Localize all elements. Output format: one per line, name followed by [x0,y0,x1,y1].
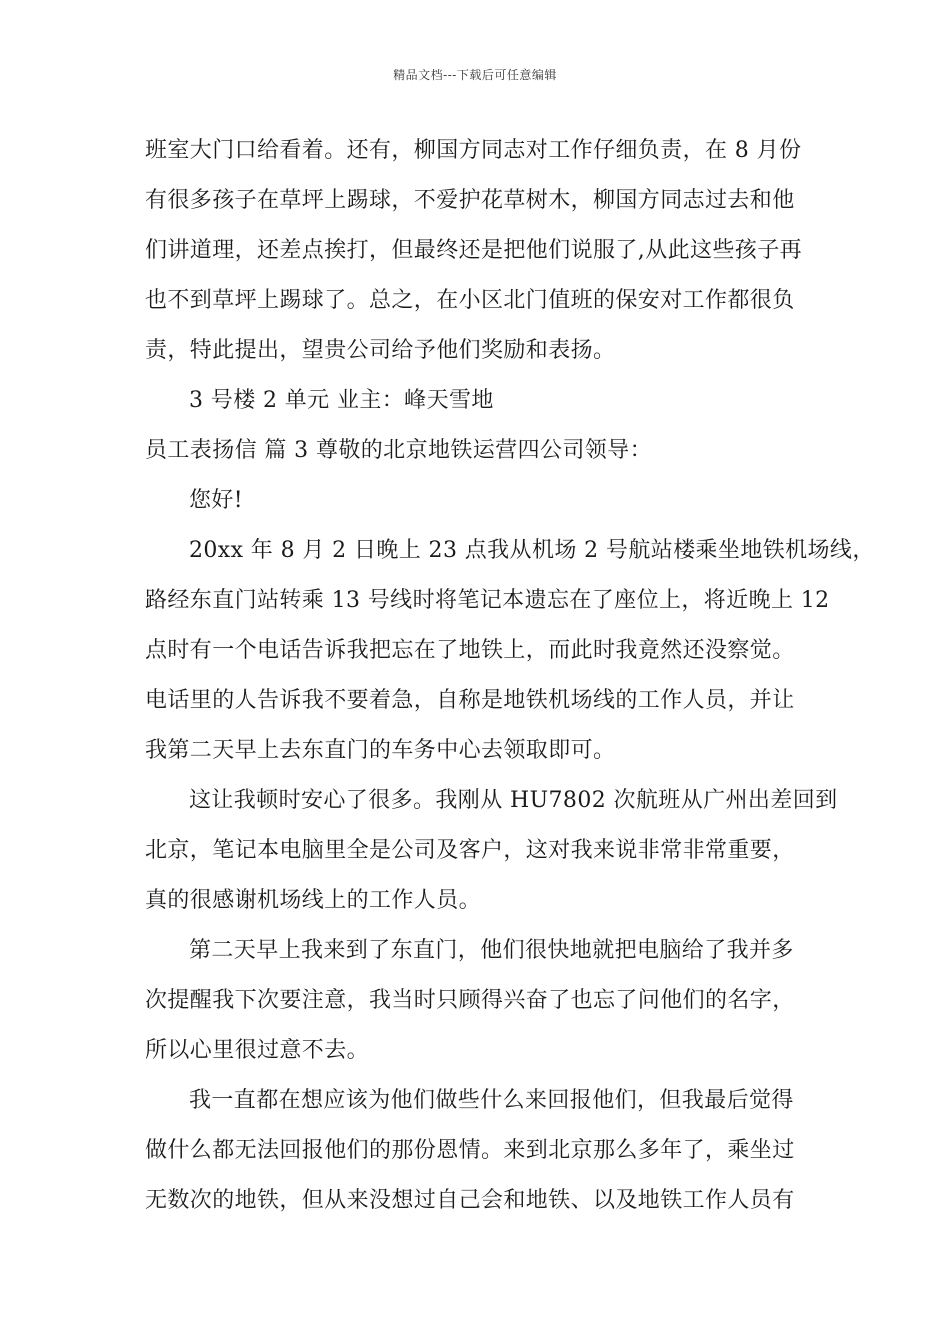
body-line: 电话里的人告诉我不要着急，自称是地铁机场线的工作人员，并让 [145,688,795,713]
body-line: 点时有一个电话告诉我把忘在了地铁上，而此时我竟然还没察觉。 [145,638,795,663]
signature-line: 3 号楼 2 单元 业主：峰天雪地 [189,388,494,413]
body-line: 也不到草坪上踢球了。总之，在小区北门值班的保安对工作都很负 [145,288,795,313]
body-line: 这让我顿时安心了很多。我刚从 HU7802 次航班从广州出差回到 [189,788,838,813]
body-line: 北京，笔记本电脑里全是公司及客户，这对我来说非常非常重要， [145,838,795,863]
page-header: 精品文档---下载后可任意编辑 [393,68,557,82]
body-line: 路经东直门站转乘 13 号线时将笔记本遗忘在了座位上，将近晚上 12 [145,588,830,613]
body-line: 班室大门口给看着。还有，柳国方同志对工作仔细负责，在 8 月份 [145,138,802,163]
body-line: 责，特此提出，望贵公司给予他们奖励和表扬。 [145,338,616,363]
body-line: 我第二天早上去东直门的车务中心去领取即可。 [145,738,616,763]
body-line: 所以心里很过意不去。 [145,1038,370,1063]
body-line: 真的很感谢机场线上的工作人员。 [145,888,482,913]
greeting: 您好! [189,488,244,513]
body-line: 我一直都在想应该为他们做些什么来回报他们，但我最后觉得 [189,1088,794,1113]
body-line: 无数次的地铁，但从来没想过自己会和地铁、以及地铁工作人员有 [145,1188,795,1213]
body-line: 有很多孩子在草坪上踢球，不爱护花草树木，柳国方同志过去和他 [145,188,795,213]
body-line: 第二天早上我来到了东直门，他们很快地就把电脑给了我并多 [189,938,794,963]
body-line: 们讲道理，还差点挨打，但最终还是把他们说服了,从此这些孩子再 [145,238,802,263]
body-line: 做什么都无法回报他们的那份恩情。来到北京那么多年了，乘坐过 [145,1138,795,1163]
body-line: 次提醒我下次要注意，我当时只顾得兴奋了也忘了问他们的名字， [145,988,795,1013]
section-heading: 员工表扬信 篇 3 尊敬的北京地铁运营四公司领导： [145,438,652,463]
body-line: 20xx 年 8 月 2 日晚上 23 点我从机场 2 号航站楼乘坐地铁机场线， [189,538,875,563]
